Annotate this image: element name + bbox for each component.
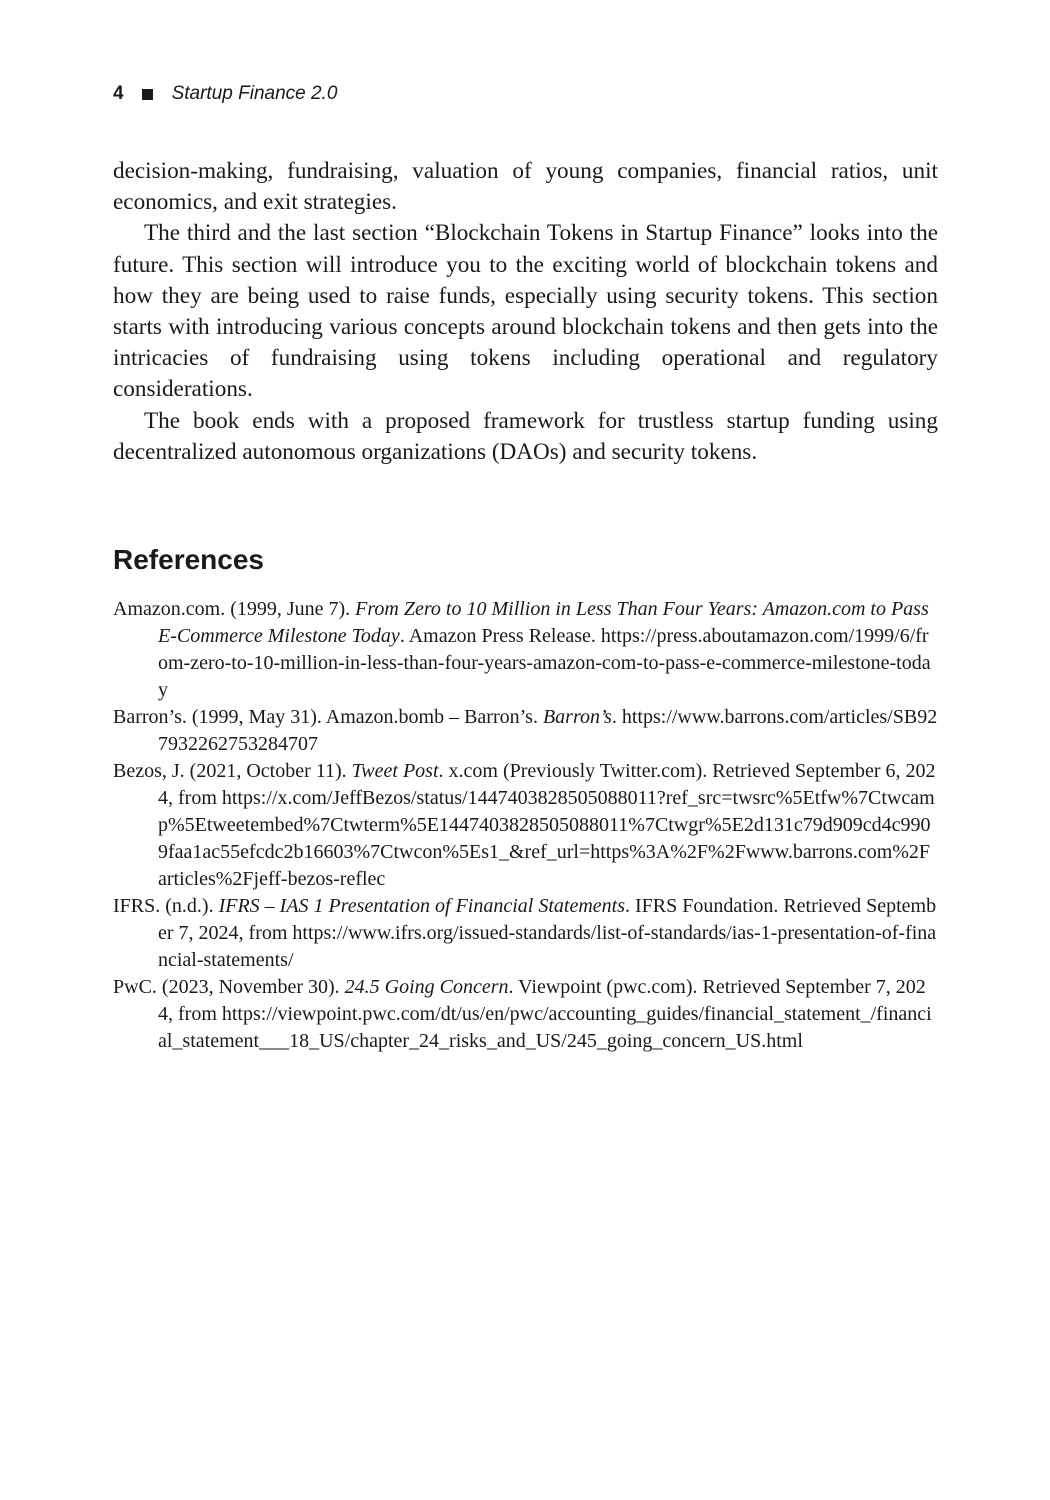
reference-rest: . Amazon Press Release. https://press.aboutamazon.com/1999/6/from-zero-to-10-million-in-less-than-four-years-amazon-com-to-pass-e-commerce-milestone-today [158, 625, 931, 702]
book-title: Startup Finance 2.0 [171, 83, 338, 104]
reference-barrons [113, 704, 938, 758]
reference-pwc [113, 974, 938, 1055]
page-number: 4 [113, 83, 124, 104]
reference-title: IFRS – IAS 1 Presentation of Financial Statements [218, 895, 625, 918]
reference-rest: . https://www.barrons.com/articles/SB927932262753284707 [158, 706, 938, 756]
reference-title: From Zero to 10 Million in Less Than Four Years: Amazon.com to Pass E-Commerce Milestone Today [158, 598, 929, 648]
reference-rest: . x.com (Previously Twitter.com). Retrieved September 6, 2024, from https://x.com/JeffBezos/status/1447403828505088011?ref_src=twsrc%5Etfw%7Ctwcamp%5Etweetembed%7Ctwterm%5E1447403828505088011%7Ctwgr%5E2d131c79d909cd4c9909faa1ac55efcdc2b16603%7Ctwcon%5Es1_&ref_url=https%3A%2F%2Fwww.barrons.com%2Farticles%2Fjeff-bezos-reflec [158, 760, 936, 891]
book-page [113, 78, 938, 1055]
reference-lead: IFRS. (n.d.). [113, 895, 219, 918]
reference-lead: Amazon.com. (1999, June 7). [113, 598, 356, 621]
square-bullet-icon [142, 89, 153, 100]
reference-lead: Bezos, J. (2021, October 11). [113, 760, 352, 783]
references-heading: References [113, 544, 264, 576]
reference-ifrs [113, 893, 938, 974]
paragraph-book-end: The book ends with a proposed framework for trustless startup funding using decentralized autonomous organizations (DAOs) and security tokens. [113, 407, 938, 465]
body-text [113, 156, 938, 468]
reference-title: Tweet Post [351, 760, 439, 783]
reference-lead: PwC. (2023, November 30). [113, 976, 345, 999]
reference-title: Barron’s [542, 706, 612, 729]
running-head [113, 78, 938, 110]
reference-rest: . IFRS Foundation. Retrieved September 7, 2024, from https://www.ifrs.org/issued-standards/list-of-standards/ias-1-presentation-of-financial-statements/ [158, 895, 937, 972]
reference-list [113, 596, 938, 1055]
reference-bezos [113, 758, 938, 893]
paragraph-third-section: The third and the last section “Blockchain Tokens in Startup Finance” looks into the future. This section will introduce you to the exciting world of blockchain tokens and how they are being used to raise funds, especially using security tokens. This section starts with introducing various concepts around blockchain tokens and then gets into the intricacies of fundraising using tokens including operational and regulatory considerations. [113, 220, 938, 403]
reference-lead: Barron’s. (1999, May 31). Amazon.bomb – Barron’s. [113, 706, 543, 729]
reference-amazon [113, 596, 938, 704]
paragraph-continued: decision-making, fundraising, valuation of young companies, financial ratios, unit economics, and exit strategies. [113, 158, 938, 216]
reference-rest: . Viewpoint (pwc.com). Retrieved September 7, 2024, from https://viewpoint.pwc.com/dt/us/en/pwc/accounting_guides/financial_statement_/financial_statement___18_US/chapter_24_risks_and_US/245_going_concern_US.html [158, 976, 932, 1053]
reference-title: 24.5 Going Concern [344, 976, 509, 999]
